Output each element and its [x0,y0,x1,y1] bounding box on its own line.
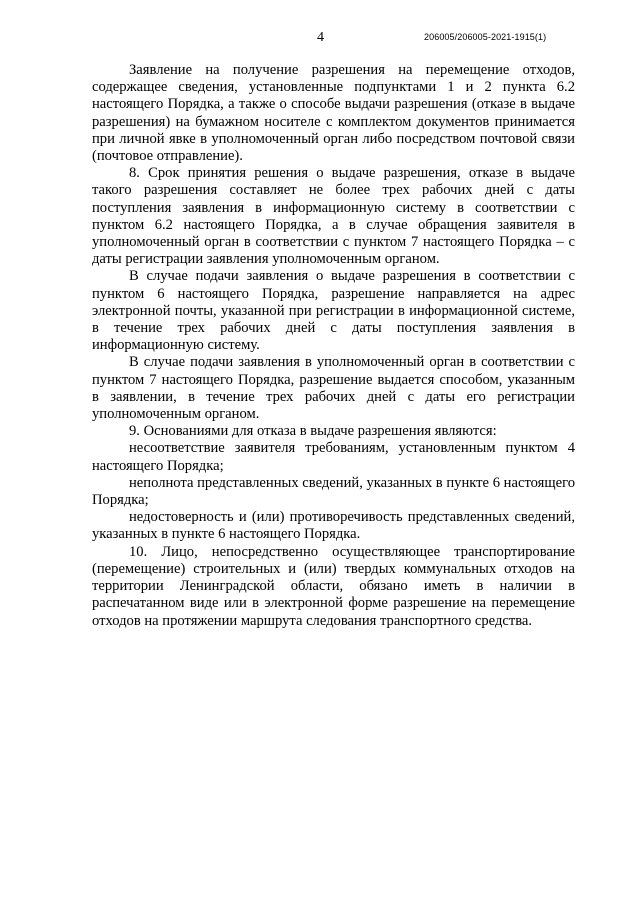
document-id: 206005/206005-2021-1915(1) [424,32,547,42]
paragraph-in-person-delivery: В случае подачи заявления в уполномоченный орган в соответствии с пунктом 7 настоящего Порядка, разрешение выдается способом, указанным в заявлении, в течение трех рабочих дней с даты его регистрации уполномоченным органом. [92,354,575,423]
refusal-ground-inaccurate: недостоверность и (или) противоречивость представленных сведений, указанных в пункте 6 настоящего Порядка. [92,509,575,543]
paragraph-10-transport-permit: 10. Лицо, непосредственно осуществляющее транспортирование (перемещение) строительных и (или) твердых коммунальных отходов на территории Ленинградской области, обязано иметь в наличии в распечатанном виде или в электронной форме разрешение на перемещение отходов на протяжении маршрута следования транспортного средства. [92,543,575,629]
page-number: 4 [317,30,324,45]
paragraph-9-refusal-grounds: 9. Основаниями для отказа в выдаче разрешения являются: [129,423,497,440]
refusal-ground-incomplete: неполнота представленных сведений, указанных в пункте 6 настоящего Порядка; [92,474,575,509]
paragraph-application-submission: Заявление на получение разрешения на перемещение отходов, содержащее сведения, установленные подпунктами 1 и 2 пункта 6.2 настоящего Порядка, а также о способе выдачи разрешения (отказе в выдаче разрешения) на бумажном носителе с комплектом документов принимается при личной явке в уполномоченный орган либо посредством почтовой связи (почтовое отправление). [92,62,575,165]
paragraph-email-delivery: В случае подачи заявления о выдаче разрешения в соответствии с пунктом 6 настоящего Порядка, разрешение направляется на адрес электронной почты, указанной при регистрации в информационной системе, в течение трех рабочих дней с даты поступления заявления в информационную систему. [92,268,575,354]
refusal-ground-noncompliance: несоответствие заявителя требованиям, установленным пунктом 4 настоящего Порядка; [92,440,575,474]
paragraph-8-decision-term: 8. Срок принятия решения о выдаче разрешения, отказе в выдаче такого разрешения составляет не более трех рабочих дней с даты поступления заявления в информационную систему в соответствии с пунктом 6.2 настоящего Порядка, а в случае обращения заявителя в уполномоченный орган в соответствии с пунктом 7 настоящего Порядка – с даты регистрации заявления уполномоченным органом. [92,165,575,268]
document-body [92,62,575,630]
